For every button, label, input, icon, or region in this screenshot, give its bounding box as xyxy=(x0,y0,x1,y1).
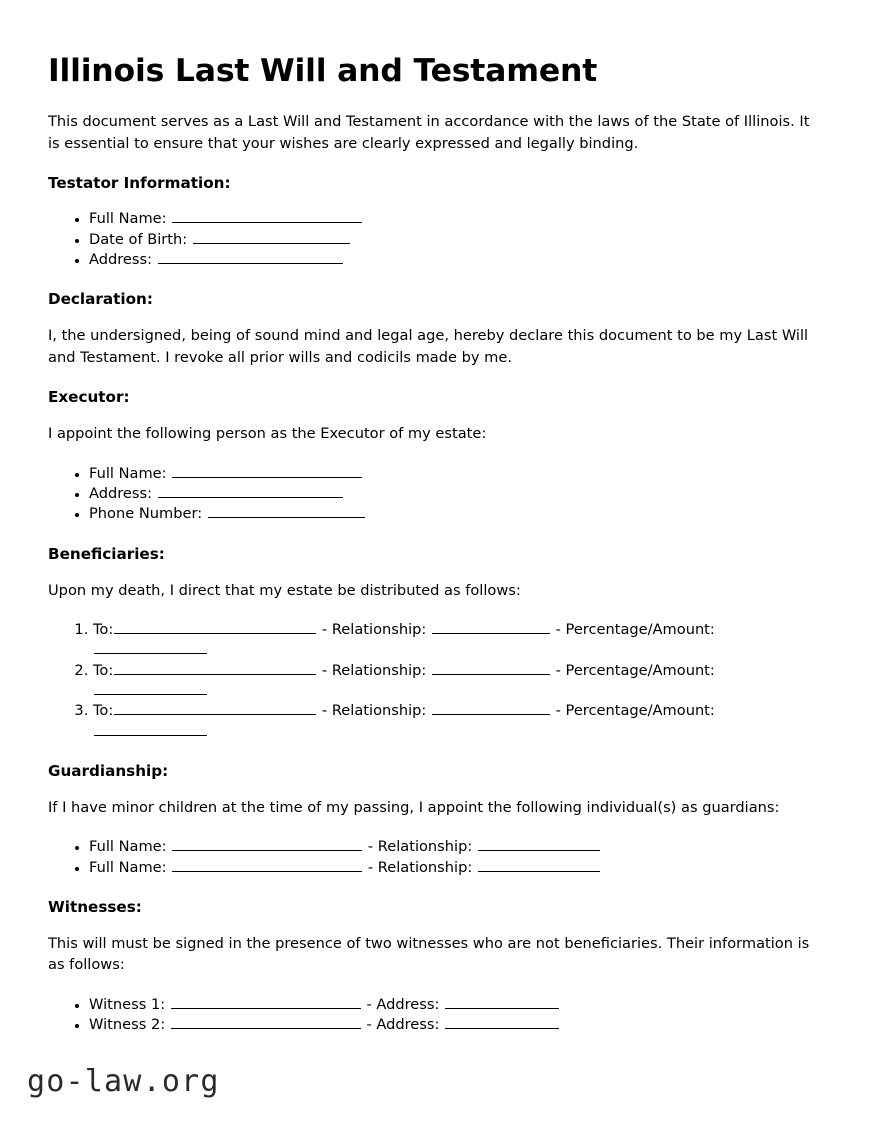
guardianship-list xyxy=(48,837,822,878)
blank-field-beneficiary-percentage-3[interactable] xyxy=(94,722,207,736)
field-label-address: Address: xyxy=(89,250,153,268)
section-heading-witnesses: Witnesses: xyxy=(48,897,142,916)
section-heading-executor: Executor: xyxy=(48,388,130,407)
field-label-beneficiary-to: To: xyxy=(93,661,114,679)
blank-field-beneficiary-to-1[interactable] xyxy=(114,620,316,634)
field-label-guardian-name: Full Name: xyxy=(89,838,167,856)
blank-field-beneficiary-percentage-1[interactable] xyxy=(94,640,207,654)
guardianship-paragraph: If I have minor children at the time of my passing, I appoint the following individual(s) as guardians: xyxy=(48,798,780,816)
field-label-guardian-name: Full Name: xyxy=(89,858,167,876)
section-heading-declaration: Declaration: xyxy=(48,290,153,309)
field-label-beneficiary-to: To: xyxy=(93,621,114,639)
blank-field-witness-name-1[interactable] xyxy=(171,995,361,1009)
field-label-executor-phone: Phone Number: xyxy=(89,505,203,523)
blank-field-executor-phone[interactable] xyxy=(208,504,365,518)
blank-field-executor-address[interactable] xyxy=(158,484,343,498)
blank-field-guardian-name-2[interactable] xyxy=(172,858,362,872)
page-title: Illinois Last Will and Testament xyxy=(48,53,598,89)
field-label-beneficiary-to: To: xyxy=(93,702,114,720)
document-body xyxy=(48,54,822,1036)
witnesses-list xyxy=(48,995,822,1036)
separator-dash: - xyxy=(555,661,561,679)
section-heading-beneficiaries: Beneficiaries: xyxy=(48,544,165,563)
blank-field-beneficiary-to-2[interactable] xyxy=(114,661,316,675)
blank-field-beneficiary-relationship-2[interactable] xyxy=(432,661,550,675)
field-label-beneficiary-percentage: Percentage/Amount: xyxy=(565,661,715,679)
list-item xyxy=(89,250,822,270)
blank-field-witness-address-2[interactable] xyxy=(445,1015,559,1029)
blank-field-full-name[interactable] xyxy=(172,209,362,223)
executor-field-list xyxy=(48,464,822,525)
testator-field-list xyxy=(48,209,822,270)
field-label-beneficiary-percentage: Percentage/Amount: xyxy=(565,621,715,639)
blank-field-beneficiary-percentage-2[interactable] xyxy=(94,681,207,695)
list-item xyxy=(89,230,822,250)
list-item xyxy=(93,620,822,661)
blank-field-guardian-relationship-1[interactable] xyxy=(478,837,600,851)
separator-dash: - xyxy=(555,621,561,639)
witnesses-paragraph: This will must be signed in the presence of two witnesses who are not beneficiaries. Their information is as follows: xyxy=(48,934,810,974)
blank-field-witness-name-2[interactable] xyxy=(171,1015,361,1029)
blank-field-address[interactable] xyxy=(158,250,343,264)
blank-field-beneficiary-relationship-3[interactable] xyxy=(432,701,550,715)
list-item xyxy=(93,661,822,702)
field-label-beneficiary-relationship: - Relationship: xyxy=(321,661,427,679)
field-label-guardian-relationship: - Relationship: xyxy=(367,838,473,856)
list-item xyxy=(89,858,822,878)
list-item xyxy=(89,1015,822,1035)
field-label-witness-address: - Address: xyxy=(366,995,440,1013)
blank-field-date-of-birth[interactable] xyxy=(193,230,350,244)
field-label-full-name: Full Name: xyxy=(89,210,167,228)
section-heading-testator: Testator Information: xyxy=(48,174,231,193)
list-item xyxy=(89,504,822,524)
list-item xyxy=(89,209,822,229)
field-label-witness-name: Witness 1: xyxy=(89,995,166,1013)
section-heading-guardianship: Guardianship: xyxy=(48,761,169,780)
field-label-executor-full-name: Full Name: xyxy=(89,464,167,482)
field-label-date-of-birth: Date of Birth: xyxy=(89,230,188,248)
list-item xyxy=(89,837,822,857)
beneficiaries-paragraph: Upon my death, I direct that my estate be distributed as follows: xyxy=(48,581,521,599)
blank-field-guardian-relationship-2[interactable] xyxy=(478,858,600,872)
field-label-beneficiary-relationship: - Relationship: xyxy=(321,702,427,720)
separator-dash: - xyxy=(555,702,561,720)
list-item xyxy=(89,995,822,1015)
field-label-witness-name: Witness 2: xyxy=(89,1016,166,1034)
field-label-beneficiary-percentage: Percentage/Amount: xyxy=(565,702,715,720)
blank-field-guardian-name-1[interactable] xyxy=(172,837,362,851)
list-item xyxy=(89,484,822,504)
field-label-guardian-relationship: - Relationship: xyxy=(367,858,473,876)
field-label-beneficiary-relationship: - Relationship: xyxy=(321,621,427,639)
blank-field-beneficiary-relationship-1[interactable] xyxy=(432,620,550,634)
field-label-witness-address: - Address: xyxy=(366,1016,440,1034)
list-item xyxy=(89,464,822,484)
field-label-executor-address: Address: xyxy=(89,484,153,502)
blank-field-executor-full-name[interactable] xyxy=(172,464,362,478)
blank-field-witness-address-1[interactable] xyxy=(445,995,559,1009)
beneficiaries-list xyxy=(48,620,822,742)
executor-paragraph: I appoint the following person as the Executor of my estate: xyxy=(48,425,487,443)
declaration-paragraph: I, the undersigned, being of sound mind and legal age, hereby declare this document to be my Last Will and Testament. I revoke all prior wills and codicils made by me. xyxy=(48,327,809,366)
list-item xyxy=(93,701,822,742)
blank-field-beneficiary-to-3[interactable] xyxy=(114,701,316,715)
intro-paragraph: This document serves as a Last Will and Testament in accordance with the laws of the State of Illinois. It is essential to ensure that your wishes are clearly expressed and legally binding. xyxy=(48,113,810,152)
site-watermark: go-law.org xyxy=(27,1064,220,1099)
